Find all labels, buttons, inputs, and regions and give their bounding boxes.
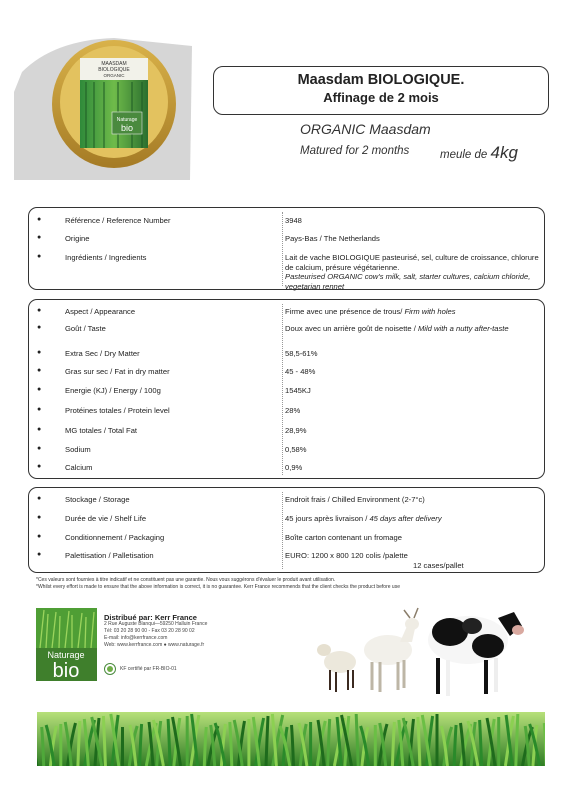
grass-banner (37, 712, 545, 766)
spec-label: Energie (KJ) / Energy / 100g (65, 386, 161, 395)
distributor-address: 2 Rue Auguste Blanqui—59250 Halluin France (104, 621, 208, 627)
grass-blade (392, 722, 394, 766)
distributor-info (104, 614, 207, 649)
bullet-icon: ● (37, 426, 42, 433)
spec-value: Pays-Bas / The Netherlands (285, 234, 380, 243)
spec-value: Boîte carton contenant un fromage (285, 533, 402, 542)
grass-blade (480, 720, 482, 766)
grass-blade (418, 717, 420, 766)
grass-blade (292, 725, 294, 766)
spec-label: Calcium (65, 463, 93, 472)
grass-blade (78, 721, 80, 766)
logo-text: Naturage (47, 650, 85, 660)
spec-value: 45 jours après livraison / 45 days after delivery (285, 514, 442, 523)
organic-cert-icon (104, 662, 116, 674)
bullet-icon: ● (37, 514, 42, 521)
grass-blade (42, 727, 44, 766)
grass-blade (168, 719, 170, 766)
bullet-icon: ● (37, 386, 42, 393)
spec-label: Conditionnement / Packaging (65, 533, 165, 542)
grass-blade (204, 727, 206, 766)
grass-blade (266, 716, 268, 766)
wheel-weight-value: 4kg (490, 143, 518, 162)
goat-icon (364, 608, 419, 692)
ingredients-fr: Lait de vache BIOLOGIQUE pasteurisé, sel, culture de croissance, chlorure de calcium, présure végétarienne. (285, 253, 539, 272)
info-box-logistics (28, 487, 545, 573)
grass-blade (103, 716, 105, 766)
disclaimer-notes (36, 577, 400, 591)
label-text-2: BIOLOGIQUE (98, 67, 130, 73)
distributor-heading: Distribué par: Kerr France (104, 613, 197, 622)
bullet-icon: ● (37, 216, 42, 223)
note-fr: *Ces valeurs sont fournies à titre indicatif et ne constituent pas une garantie. Nous vous suggérons d'évaluer le produit avant utilisation. (36, 577, 336, 583)
grass-blade (328, 719, 330, 766)
product-title: Maasdam BIOLOGIQUE. (297, 72, 465, 88)
spec-label: Référence / Reference Number (65, 216, 171, 225)
bullet-icon: ● (37, 406, 42, 413)
lamb-icon (317, 644, 356, 692)
bullet-icon: ● (37, 234, 42, 241)
product-subtitle: Affinage de 2 mois (323, 90, 439, 105)
spec-label: Goût / Taste (65, 324, 106, 333)
spec-value: EURO: 1200 x 800 120 colis /palette 12 cases/pallet (285, 551, 464, 570)
spec-value: Firme avec une présence de trous/ Firm with holes (285, 307, 456, 316)
label-text-1: MAASDAM (101, 61, 127, 67)
certification-text: KF certifié par FR-BIO-01 (120, 666, 177, 672)
spec-value: 3948 (285, 216, 302, 225)
grass-blade (454, 725, 456, 766)
grass-blade (230, 722, 232, 766)
label-brand-bio: bio (120, 123, 134, 133)
farm-animals-photo (300, 590, 530, 700)
spec-value: 58,5-61% (285, 349, 318, 358)
grass-blade (356, 714, 358, 766)
label-text-3: ORGANIC (103, 73, 125, 78)
spec-label: Sodium (65, 445, 91, 454)
title-box (213, 66, 549, 115)
wheel-weight (440, 143, 518, 163)
spec-label: Aspect / Appearance (65, 307, 136, 316)
spec-label: Extra Sec / Dry Matter (65, 349, 140, 358)
wheel-label: meule de (440, 149, 488, 161)
distributor-email: E-mail: info@kerrfrance.com (104, 635, 168, 641)
label-brand: Naturage (116, 117, 138, 123)
spec-label: Origine (65, 234, 90, 243)
cow-icon (428, 612, 524, 696)
bullet-icon: ● (37, 307, 42, 314)
spec-value: 0,58% (285, 445, 307, 454)
ingredients-en: Pasteurised ORGANIC cow's milk, salt, starter cultures, calcium chloride, vegetarian rennet (285, 272, 531, 291)
bullet-icon: ● (37, 551, 42, 558)
spec-value: 28% (285, 406, 301, 415)
grass-blade (140, 724, 142, 766)
bullet-icon: ● (37, 253, 42, 260)
spec-value (285, 253, 540, 291)
spec-label: Protéines totales / Protein level (65, 406, 170, 415)
bullet-icon: ● (37, 463, 42, 470)
bullet-icon: ● (37, 533, 42, 540)
english-name: ORGANIC Maasdam (300, 121, 431, 137)
bullet-icon: ● (37, 324, 42, 331)
distributor-web: Web: www.kerrfrance.com ● www.naturage.fr (104, 642, 205, 648)
bullet-icon: ● (37, 349, 42, 356)
spec-label: MG totales / Total Fat (65, 426, 138, 435)
cheese-photo (14, 12, 194, 180)
bullet-icon: ● (37, 367, 42, 374)
naturage-bio-logo (36, 608, 97, 681)
note-en: *Whilst every effort is made to ensure that the above information is correct, it is no guarantee. Kerr France recommends that the client checks the product before use (36, 584, 400, 590)
grass-blade (516, 714, 518, 766)
spec-label: Stockage / Storage (65, 495, 130, 504)
spec-value: Doux avec un arrière goût de noisette / Mild with a nutty after-taste (285, 324, 509, 333)
spec-label: Durée de vie / Shelf Life (65, 514, 147, 523)
spec-label: Gras sur sec / Fat in dry matter (65, 367, 170, 376)
logo-text-bio: bio (52, 660, 80, 681)
spec-value: 45 - 48% (285, 367, 316, 376)
spec-value: 28,9% (285, 426, 307, 435)
spec-value: 0,9% (285, 463, 303, 472)
info-box-characteristics (28, 299, 545, 479)
spec-value: 1545KJ (285, 386, 311, 395)
spec-value: Endroit frais / Chilled Environment (2-7°c) (285, 495, 425, 504)
matured-text: Matured for 2 months (300, 145, 410, 157)
bullet-icon: ● (37, 445, 42, 452)
spec-label: Ingrédients / Ingredients (65, 253, 147, 262)
info-box-general (28, 207, 545, 290)
distributor-phone: Tél: 03 20 28 90 00 - Fax 03 20 28 90 02 (104, 628, 195, 634)
bullet-icon: ● (37, 495, 42, 502)
spec-label: Palettisation / Palletisation (65, 551, 154, 560)
